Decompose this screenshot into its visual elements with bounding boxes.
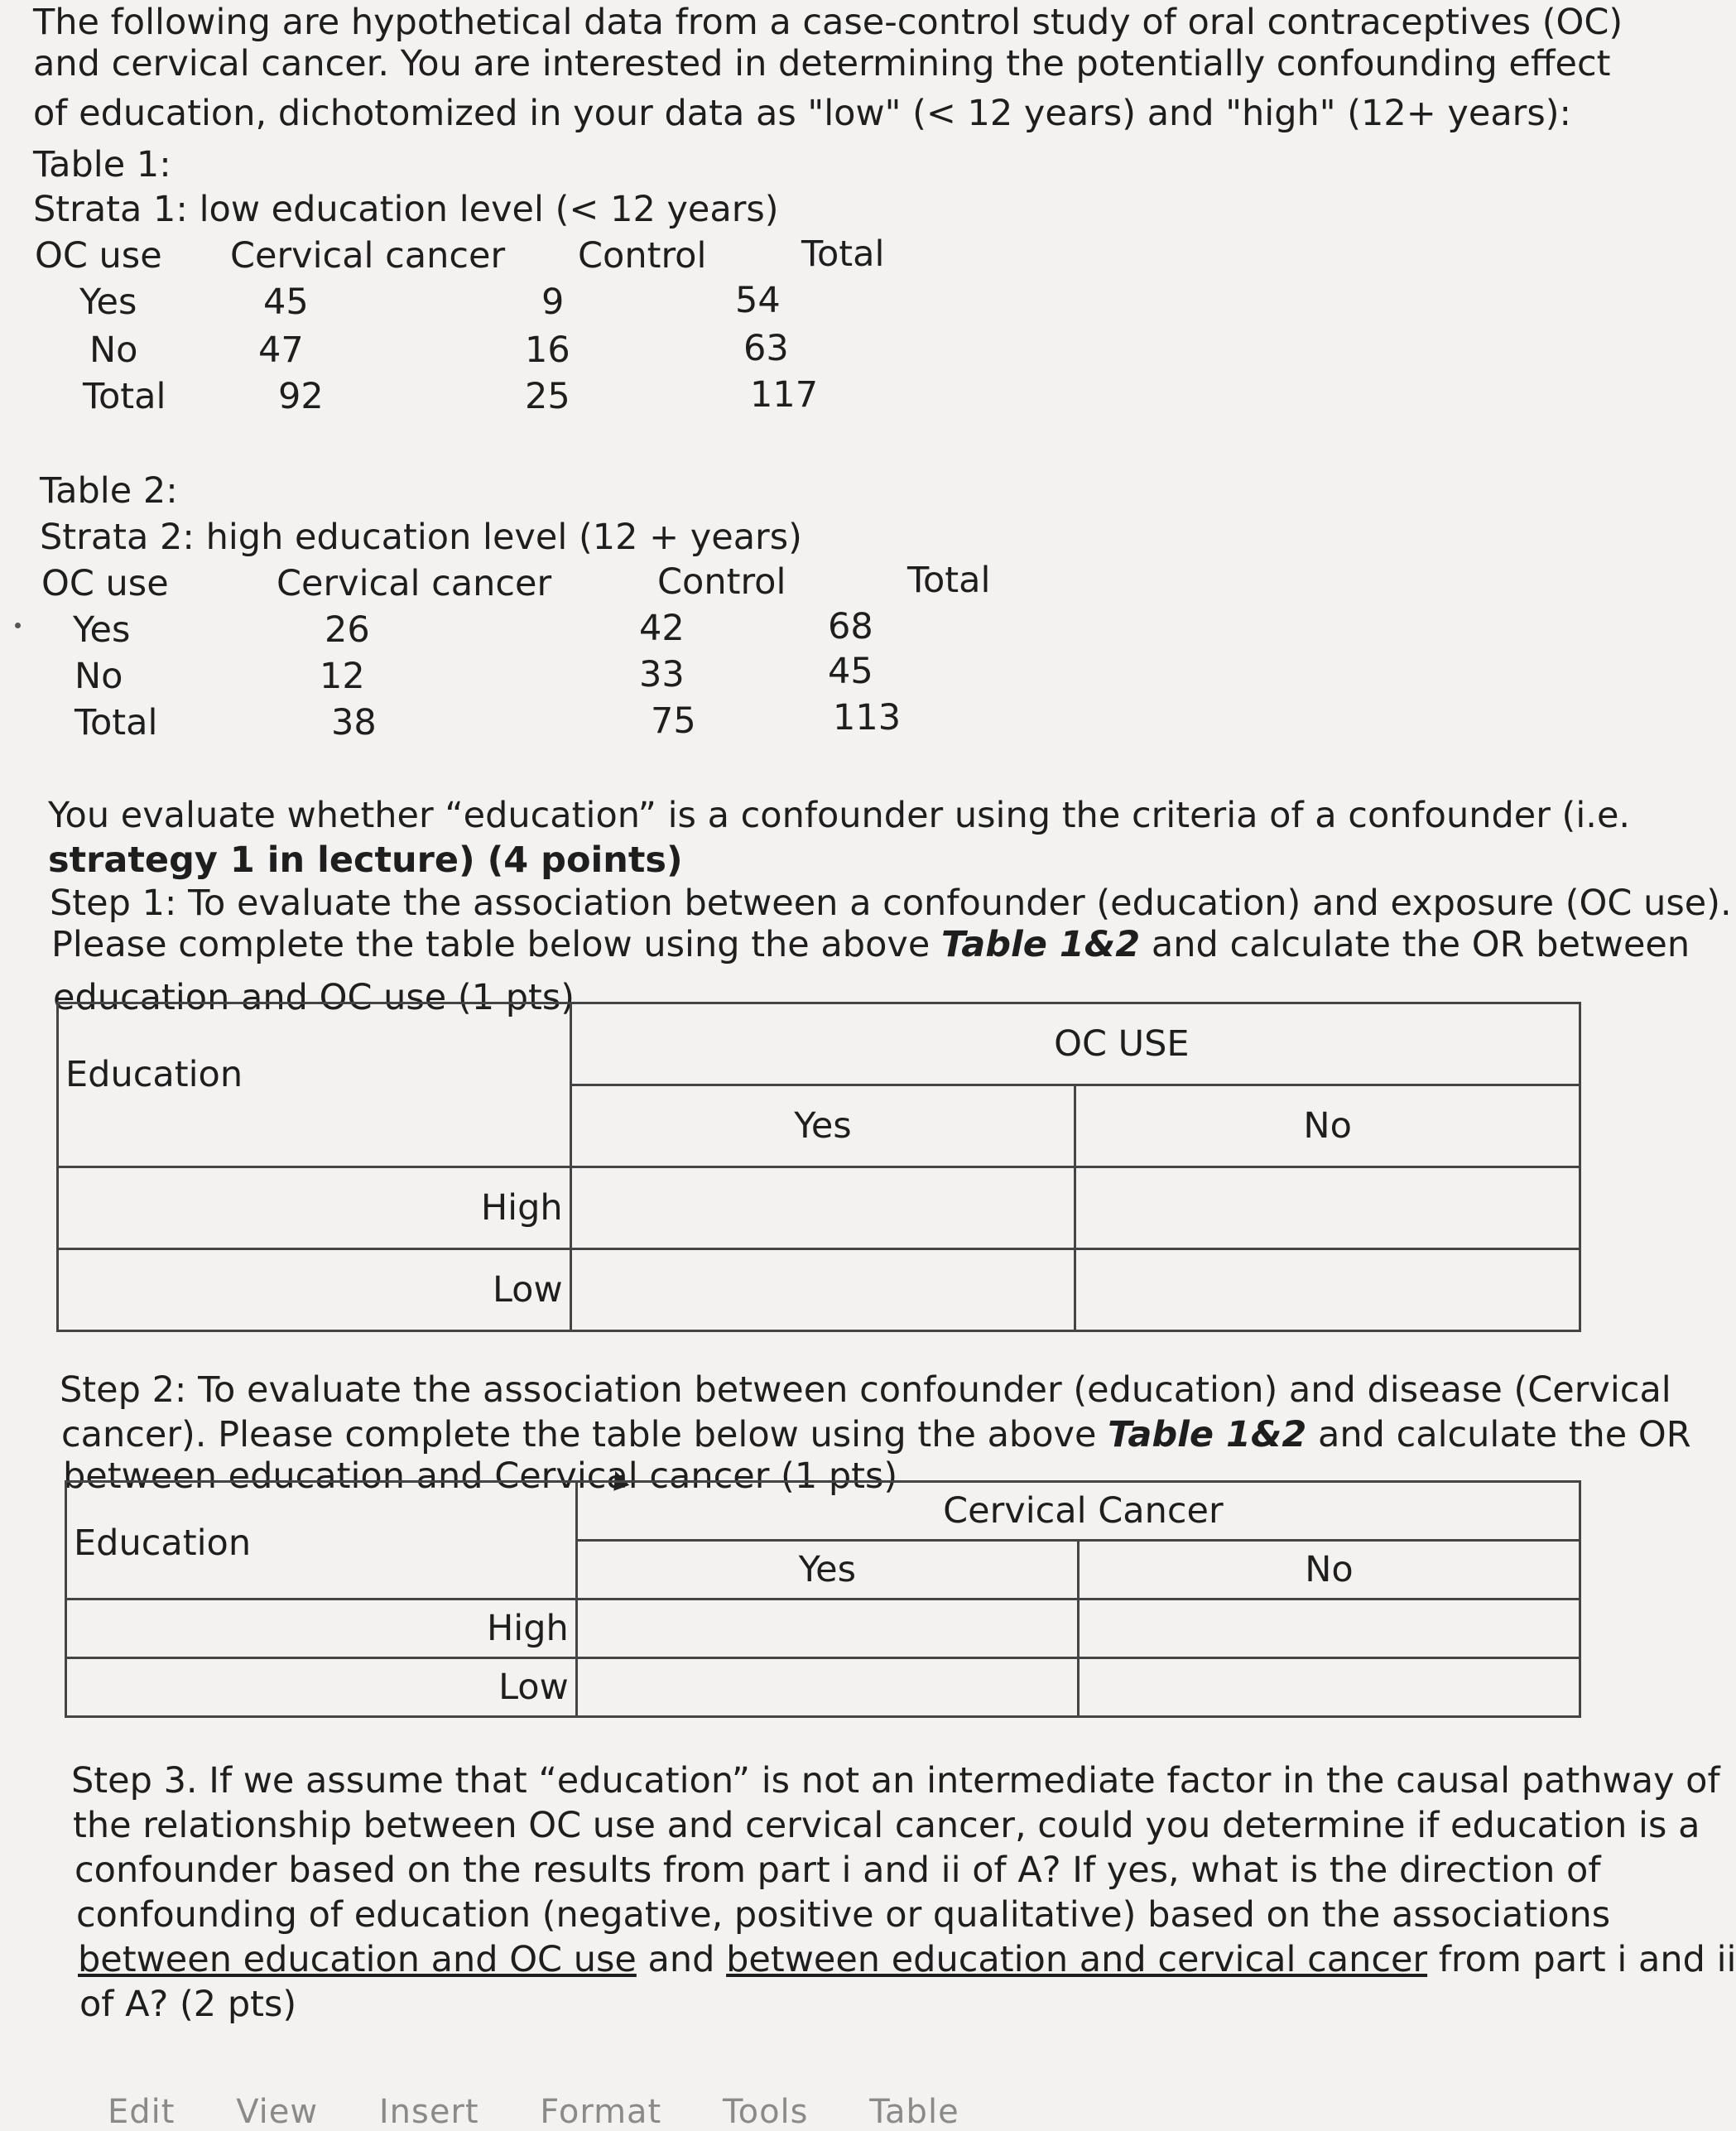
- step2-line-3: between education and Cervical cancer (1 pts): [63, 1455, 898, 1497]
- step3-line-5-mid: and: [636, 1939, 727, 1980]
- intro-line-3: of education, dichotomized in your data as "low" (< 12 years) and "high" (12+ years):: [33, 93, 1572, 134]
- table2-cell: 113: [833, 697, 902, 738]
- step3-underline-cancer: between education and cervical cancer: [726, 1939, 1428, 1980]
- menu-format[interactable]: Format: [540, 2093, 662, 2131]
- table1-strata: Strata 1: low education level (< 12 years): [33, 189, 779, 230]
- table1-header-oc-use: OC use: [35, 235, 162, 277]
- step2-row-high: High: [66, 1599, 577, 1658]
- table1-cell: 92: [278, 376, 324, 417]
- table1-cell: 63: [743, 328, 789, 369]
- step1-oc-use-header: OC USE: [570, 1003, 1580, 1085]
- table2-cell: 45: [828, 651, 873, 692]
- menu-edit[interactable]: Edit: [108, 2093, 176, 2131]
- step2-row-low: Low: [66, 1658, 577, 1717]
- table2-header-case: Cervical cancer: [277, 563, 552, 604]
- step1-col-yes: Yes: [570, 1085, 1075, 1167]
- question-line-1: You evaluate whether “education” is a confounder using the criteria of a confounder (i.e.: [48, 795, 1631, 836]
- step2-cell-high-no[interactable]: [1078, 1599, 1580, 1658]
- step2-col-yes: Yes: [576, 1541, 1078, 1599]
- table2-label: Table 2:: [40, 470, 178, 512]
- step3-line-4: confounding of education (negative, positive or qualitative) based on the associations: [76, 1894, 1611, 1936]
- table2-cell: 42: [639, 608, 685, 649]
- step2-line-2-pre: cancer). Please complete the table below using the above: [61, 1414, 1108, 1455]
- step2-cervical-cancer-header: Cervical Cancer: [576, 1482, 1580, 1541]
- step1-row-low: Low: [58, 1249, 571, 1331]
- table1-cell: 16: [525, 330, 570, 371]
- intro-line-2: and cervical cancer. You are interested in determining the potentially confounding effect: [33, 43, 1611, 84]
- table1-header-total: Total: [801, 233, 885, 275]
- step3-line-5-post: from part i and ii: [1427, 1939, 1736, 1980]
- step1-answer-table: [56, 1002, 1581, 1332]
- step2-education-label: Education: [74, 1522, 252, 1564]
- step3-line-1: Step 3. If we assume that “education” is not an intermediate factor in the causal pathway of: [71, 1760, 1720, 1801]
- table1-header-control: Control: [578, 235, 707, 277]
- table2-cell: 33: [639, 654, 685, 695]
- table2-row-label: Yes: [73, 609, 131, 651]
- step2-line-2-post: and calculate the OR: [1306, 1414, 1691, 1455]
- step3-line-5: [78, 1937, 1736, 1982]
- step2-line-2: [61, 1412, 1691, 1457]
- step1-education-header: [58, 1003, 571, 1167]
- step1-cell-high-no[interactable]: [1075, 1167, 1580, 1249]
- table2-row-label: Total: [75, 702, 158, 743]
- step1-line-1: Step 1: To evaluate the association between a confounder (education) and exposure (OC use).: [50, 883, 1732, 924]
- table1-label: Table 1:: [33, 144, 171, 185]
- table2-header-oc-use: OC use: [41, 563, 169, 604]
- step2-cell-low-yes[interactable]: [576, 1658, 1078, 1717]
- table2-cell: 75: [651, 700, 696, 742]
- step2-table-ref: Table 1&2: [1108, 1414, 1307, 1455]
- table2-cell: 68: [828, 606, 873, 647]
- table1-row-label: No: [89, 330, 138, 371]
- menu-view[interactable]: View: [236, 2093, 319, 2131]
- step2-education-header: [66, 1482, 577, 1599]
- step1-line-2-pre: Please complete the table below using the above: [51, 924, 941, 965]
- step2-cell-low-no[interactable]: [1078, 1658, 1580, 1717]
- editor-menu-bar: [108, 2093, 1009, 2131]
- table1-cell: 47: [258, 330, 304, 371]
- step1-cell-low-yes[interactable]: [570, 1249, 1075, 1331]
- step2-col-no: No: [1078, 1541, 1580, 1599]
- table1-row-label: Yes: [79, 281, 137, 323]
- menu-insert[interactable]: Insert: [378, 2093, 479, 2131]
- step1-cell-low-no[interactable]: [1075, 1249, 1580, 1331]
- step3-line-2: the relationship between OC use and cervical cancer, could you determine if education is a: [73, 1805, 1700, 1846]
- step1-table-ref: Table 1&2: [940, 924, 1141, 965]
- step1-col-no: No: [1075, 1085, 1580, 1167]
- table2-cell: 12: [320, 656, 365, 697]
- table1-row-label: Total: [83, 376, 166, 417]
- step3-line-3: confounder based on the results from part i and ii of A? If yes, what is the direction of: [75, 1850, 1601, 1891]
- step1-line-2: [51, 922, 1690, 967]
- menu-tools[interactable]: Tools: [722, 2093, 809, 2131]
- step2-line-1: Step 2: To evaluate the association between confounder (education) and disease (Cervical: [60, 1369, 1671, 1411]
- table1-cell: 9: [541, 281, 565, 323]
- table1-cell: 45: [263, 281, 309, 323]
- step3-underline-oc: between education and OC use: [78, 1939, 637, 1980]
- bullet-mark: [15, 623, 21, 628]
- table2-cell: 26: [325, 609, 370, 651]
- step2-cell-high-yes[interactable]: [576, 1599, 1078, 1658]
- table2-strata: Strata 2: high education level (12 + years): [40, 517, 802, 558]
- step1-education-label: Education: [65, 1054, 243, 1095]
- table1-cell: 54: [735, 280, 781, 321]
- step1-line-3: education and OC use (1 pts): [53, 977, 575, 1018]
- table1-cell: 117: [750, 374, 819, 416]
- table2-header-control: Control: [657, 561, 786, 603]
- table1-cell: 25: [525, 376, 570, 417]
- step2-answer-table: [65, 1480, 1581, 1718]
- table2-header-total: Total: [907, 560, 991, 601]
- menu-table[interactable]: Table: [869, 2093, 959, 2131]
- step1-line-2-post: and calculate the OR between: [1140, 924, 1690, 965]
- intro-line-1: The following are hypothetical data from a case-control study of oral contraceptives (OC): [33, 2, 1623, 43]
- step3-line-6: of A? (2 pts): [79, 1984, 297, 2025]
- table2-row-label: No: [75, 656, 123, 697]
- step1-row-high: High: [58, 1167, 571, 1249]
- question-line-2: strategy 1 in lecture) (4 points): [48, 839, 683, 881]
- table1-header-case: Cervical cancer: [230, 235, 506, 277]
- table2-cell: 38: [331, 702, 377, 743]
- step1-cell-high-yes[interactable]: [570, 1167, 1075, 1249]
